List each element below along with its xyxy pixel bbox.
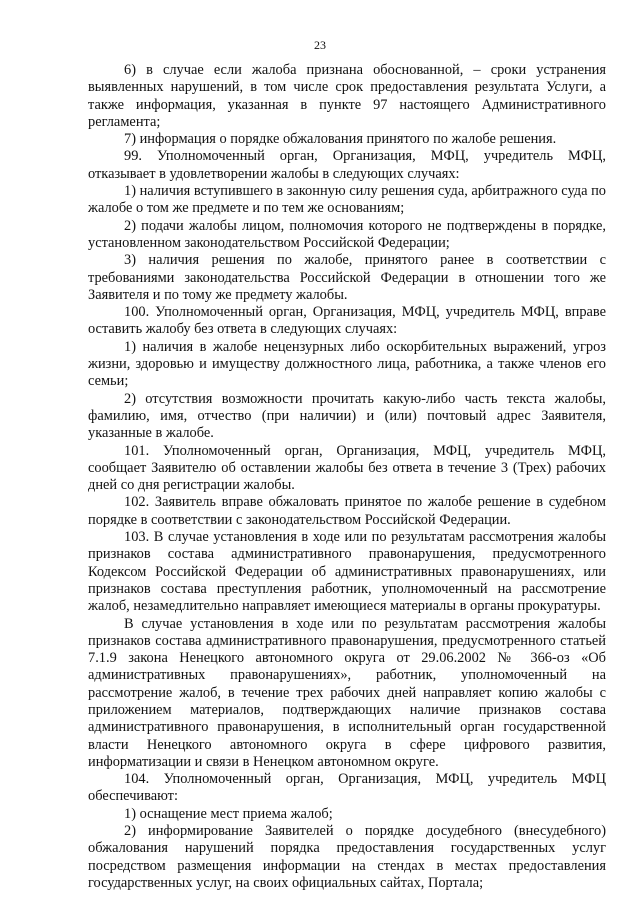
paragraph-101: 101. Уполномоченный орган, Организация, МФЦ, учредитель МФЦ, сообщает Заявителю об оставлении жалобы без ответа в течение 3 (Трех) рабочих дней со дня регистрации жалобы.: [88, 442, 606, 494]
paragraph-104-item-2: 2) информирование Заявителей о порядке досудебного (внесудебного) обжалования нарушений порядка предоставления государственных услуг посредством размещения информации на стендах в местах предоставления государственных услуг, на своих официальных сайтах, Портала;: [88, 823, 606, 891]
paragraph-item-7: 7) информация о порядке обжалования принятого по жалобе решения.: [124, 131, 557, 148]
paragraph-100: 100. Уполномоченный орган, Организация, МФЦ, учредитель МФЦ, вправе оставить жалобу без ответа в следующих случаях:: [88, 304, 606, 338]
page-number: 23: [314, 38, 326, 52]
paragraph-103-continuation: В случае установления в ходе или по результатам рассмотрения жалобы признаков состава административного правонарушения, предусмотренного статьей 7.1.9 закона Ненецкого автономного округа от 29.06.2002 № 366-оз «Об административных правонарушениях», работник, уполномоченный на рассмотрение жалоб, в течение трех рабочих дней направляет копию жалобы с приложением материалов, подтверждающих наличие признаков состава административного правонарушения, в исполнительный орган государственной власти Ненецкого автономного округа в сфере цифрового развития, информатизации и связи в Ненецком автономном округе.: [88, 615, 606, 770]
paragraph-100-item-1: 1) наличия в жалобе нецензурных либо оскорбительных выражений, угроз жизни, здоровью и имуществу должностного лица, работника, а также членов его семьи;: [88, 338, 606, 390]
paragraph-103: 103. В случае установления в ходе или по результатам рассмотрения жалобы признаков состава административного правонарушения, предусмотренного Кодексом Российской Федерации об административных правонарушениях, или признаков состава преступления работник, уполномоченный на рассмотрение жалоб, незамедлительно направляет имеющиеся материалы в органы прокуратуры.: [88, 529, 606, 615]
paragraph-99-item-2: 2) подачи жалобы лицом, полномочия которого не подтверждены в порядке, установленном законодательством Российской Федерации;: [88, 217, 606, 251]
paragraph-104: 104. Уполномоченный орган, Организация, МФЦ, учредитель МФЦ обеспечивают:: [88, 771, 606, 805]
paragraph-99: 99. Уполномоченный орган, Организация, МФЦ, учредитель МФЦ, отказывает в удовлетворении жалобы в следующих случаях:: [88, 148, 606, 182]
document-body: [88, 62, 606, 892]
paragraph-102: 102. Заявитель вправе обжаловать принятое по жалобе решение в судебном порядке в соответствии с законодательством Российской Федерации.: [88, 494, 606, 528]
paragraph-104-item-1: 1) оснащение мест приема жалоб;: [124, 805, 333, 822]
paragraph-100-item-2: 2) отсутствия возможности прочитать какую-либо часть текста жалобы, фамилию, имя, отчество (при наличии) и (или) почтовый адрес Заявителя, указанные в жалобе.: [88, 390, 606, 442]
paragraph-99-item-1: 1) наличия вступившего в законную силу решения суда, арбитражного суда по жалобе о том же предмете и по тем же основаниям;: [88, 183, 606, 217]
paragraph-item-6: 6) в случае если жалоба признана обоснованной, – сроки устранения выявленных нарушений, в том числе срок предоставления результата Услуги, а также информация, указанная в пункте 97 настоящего Административного регламента;: [88, 62, 606, 130]
paragraph-99-item-3: 3) наличия решения по жалобе, принятого ранее в соответствии с требованиями законодательства Российской Федерации в отношении того же Заявителя и по тому же предмету жалобы.: [88, 252, 606, 303]
